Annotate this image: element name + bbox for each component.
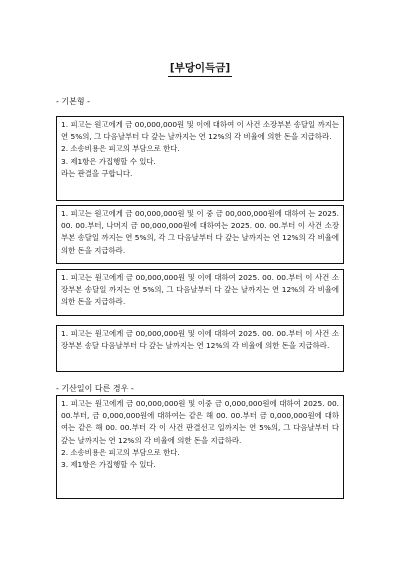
claim-line: 3. 제1항은 가집행할 수 있다. — [61, 460, 156, 470]
document-title-text: [부당이득금] — [168, 60, 232, 77]
claim-line: 1. 피고는 원고에게 금 00,000,000원 및 이에 대하여 2025. 00. 00.부터 이 사건 소장부본 송달 다음날부터 다 갚는 날까지는 연 12%의 각 비율에 의한 돈을 지급하라. — [61, 329, 339, 351]
claim-line: 1. 피고는 원고에게 금 00,000,000원 및 이에 대하여 2025. 00. 00.부터 이 사건 소장부본 송달일 까지는 연 5%의, 그 다음날부터 다 갚는 날까지는 연 12%의 각 비율에 의한 돈을 지급하라. — [61, 273, 339, 307]
claim-line: 1. 피고는 원고에게 금 00,000,000원 및 이에 대하여 이 사건 소장부본 송달일 까지는 연 5%의, 그 다음날부터 다 갚는 날까지는 연 12%의 각 비율에 의한 돈을 지급하라. — [61, 120, 339, 142]
document-title — [0, 60, 400, 77]
claim-line: 1. 피고는 원고에게 금 00,000,000원 및 이 중 금 00,000,000원에 대하여 는 2025. 00. 00.부터, 나머지 금 00,000,000원에 대하여는 2025. 00. 00.부터 이 사건 소장부본 송달일 까지는 연 5%의, 각 그 다음날부터 다 갚는 날까지는 연 12%의 각 비율에 의한 돈을 지급하라. — [61, 209, 339, 255]
claim-line: 2. 소송비용은 피고의 부담으로 한다. — [61, 447, 180, 457]
section-label-basic: - 기본형 - — [56, 97, 91, 106]
claim-box-split-amounts — [56, 205, 344, 264]
section-label-different-start: - 기산일이 다른 경우 - — [56, 384, 134, 393]
claim-box-after-service — [56, 325, 344, 372]
claim-line: 라는 판결을 구합니다. — [61, 168, 133, 178]
claim-box-basic — [56, 116, 344, 201]
claim-line: 2. 소송비용은 피고의 부담으로 한다. — [61, 144, 180, 154]
claim-line: 1. 피고는 원고에게 금 00,000,000원 및 이중 금 0,000,000원에 대하여 2025. 00. 00.부터, 금 0,000,000원에 대하여는 같은 해 00. 00.부터 금 0,000,000원에 대하여는 같은 해 00. 00.부터 각 이 사건 판결선고 일까지는 연 5%의, 그 다음날부터 다 갚는 날까지는 연 12%의 각 비율에 의한 돈을 지급하라. — [61, 399, 339, 445]
claim-box-different-start — [56, 395, 344, 499]
claim-box-start-date — [56, 269, 344, 316]
claim-line: 3. 제1항은 가집행할 수 있다. — [61, 156, 156, 166]
